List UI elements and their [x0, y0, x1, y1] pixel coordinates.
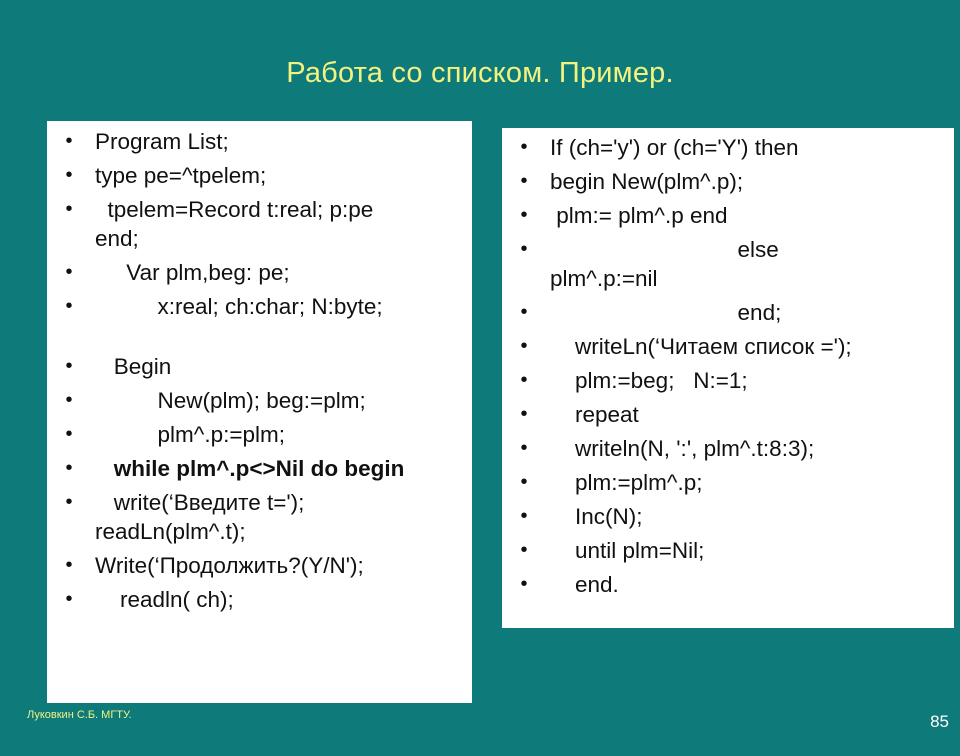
left-code-panel	[47, 121, 472, 703]
left-code-list	[59, 127, 464, 614]
code-line: • Program List;	[59, 127, 464, 156]
code-line-bold: • while plm^.p<>Nil do begin	[59, 454, 464, 483]
bullet-icon: •	[65, 261, 73, 283]
right-code-panel	[502, 128, 954, 628]
bullet-icon: •	[520, 573, 528, 595]
bullet-icon: •	[65, 130, 73, 152]
bullet-icon: •	[520, 403, 528, 425]
code-line: • Inc(N);	[514, 502, 946, 531]
code-line: • New(plm); beg:=plm;	[59, 386, 464, 415]
bullet-icon: •	[65, 588, 73, 610]
bullet-icon: •	[65, 554, 73, 576]
code-line: • Begin	[59, 352, 464, 381]
code-line: • If (ch='y') or (ch='Y') then	[514, 133, 946, 162]
bullet-icon: •	[520, 471, 528, 493]
bullet-icon: •	[65, 457, 73, 479]
code-line: • end.	[514, 570, 946, 599]
bullet-icon: •	[520, 335, 528, 357]
code-line: • writeln(N, ':', plm^.t:8:3);	[514, 434, 946, 463]
code-line: • readln( ch);	[59, 585, 464, 614]
code-line: • plm^.p:=plm;	[59, 420, 464, 449]
footer-author: Луковкин С.Б. МГТУ.	[27, 709, 132, 721]
bullet-icon: •	[65, 164, 73, 186]
bullet-icon: •	[520, 136, 528, 158]
bullet-icon: •	[520, 170, 528, 192]
code-line: • end;	[514, 298, 946, 327]
code-line: • plm:=beg; N:=1;	[514, 366, 946, 395]
bullet-icon: •	[520, 301, 528, 323]
bullet-icon: •	[520, 204, 528, 226]
code-line: • tpelem=Record t:real; p:pe end;	[59, 195, 464, 253]
slide-title: Работа со списком. Пример.	[286, 57, 674, 89]
bullet-icon: •	[520, 369, 528, 391]
code-line: • repeat	[514, 400, 946, 429]
bullet-icon: •	[520, 238, 528, 260]
code-line: • x:real; ch:char; N:byte;	[59, 292, 464, 321]
code-line: • plm:=plm^.p;	[514, 468, 946, 497]
bullet-icon: •	[65, 355, 73, 377]
bullet-icon: •	[520, 505, 528, 527]
bullet-icon: •	[65, 389, 73, 411]
bullet-icon: •	[65, 295, 73, 317]
code-line: • writeLn(‘Читаем список =');	[514, 332, 946, 361]
code-line: • until plm=Nil;	[514, 536, 946, 565]
bullet-icon: •	[65, 198, 73, 220]
bullet-icon: •	[65, 423, 73, 445]
code-line: • type pe=^tpelem;	[59, 161, 464, 190]
code-line: • plm:= plm^.p end	[514, 201, 946, 230]
code-line: • write(‘Введите t='); readLn(plm^.t);	[59, 488, 464, 546]
code-line: • begin New(plm^.p);	[514, 167, 946, 196]
bullet-icon: •	[520, 437, 528, 459]
page-number: 85	[930, 712, 949, 731]
bullet-icon: •	[520, 539, 528, 561]
right-code-list	[514, 133, 946, 599]
code-line: • Write(‘Продолжить?(Y/N');	[59, 551, 464, 580]
bullet-icon: •	[65, 491, 73, 513]
code-line: • else plm^.p:=nil	[514, 235, 946, 293]
code-line: • Var plm,beg: pe;	[59, 258, 464, 287]
